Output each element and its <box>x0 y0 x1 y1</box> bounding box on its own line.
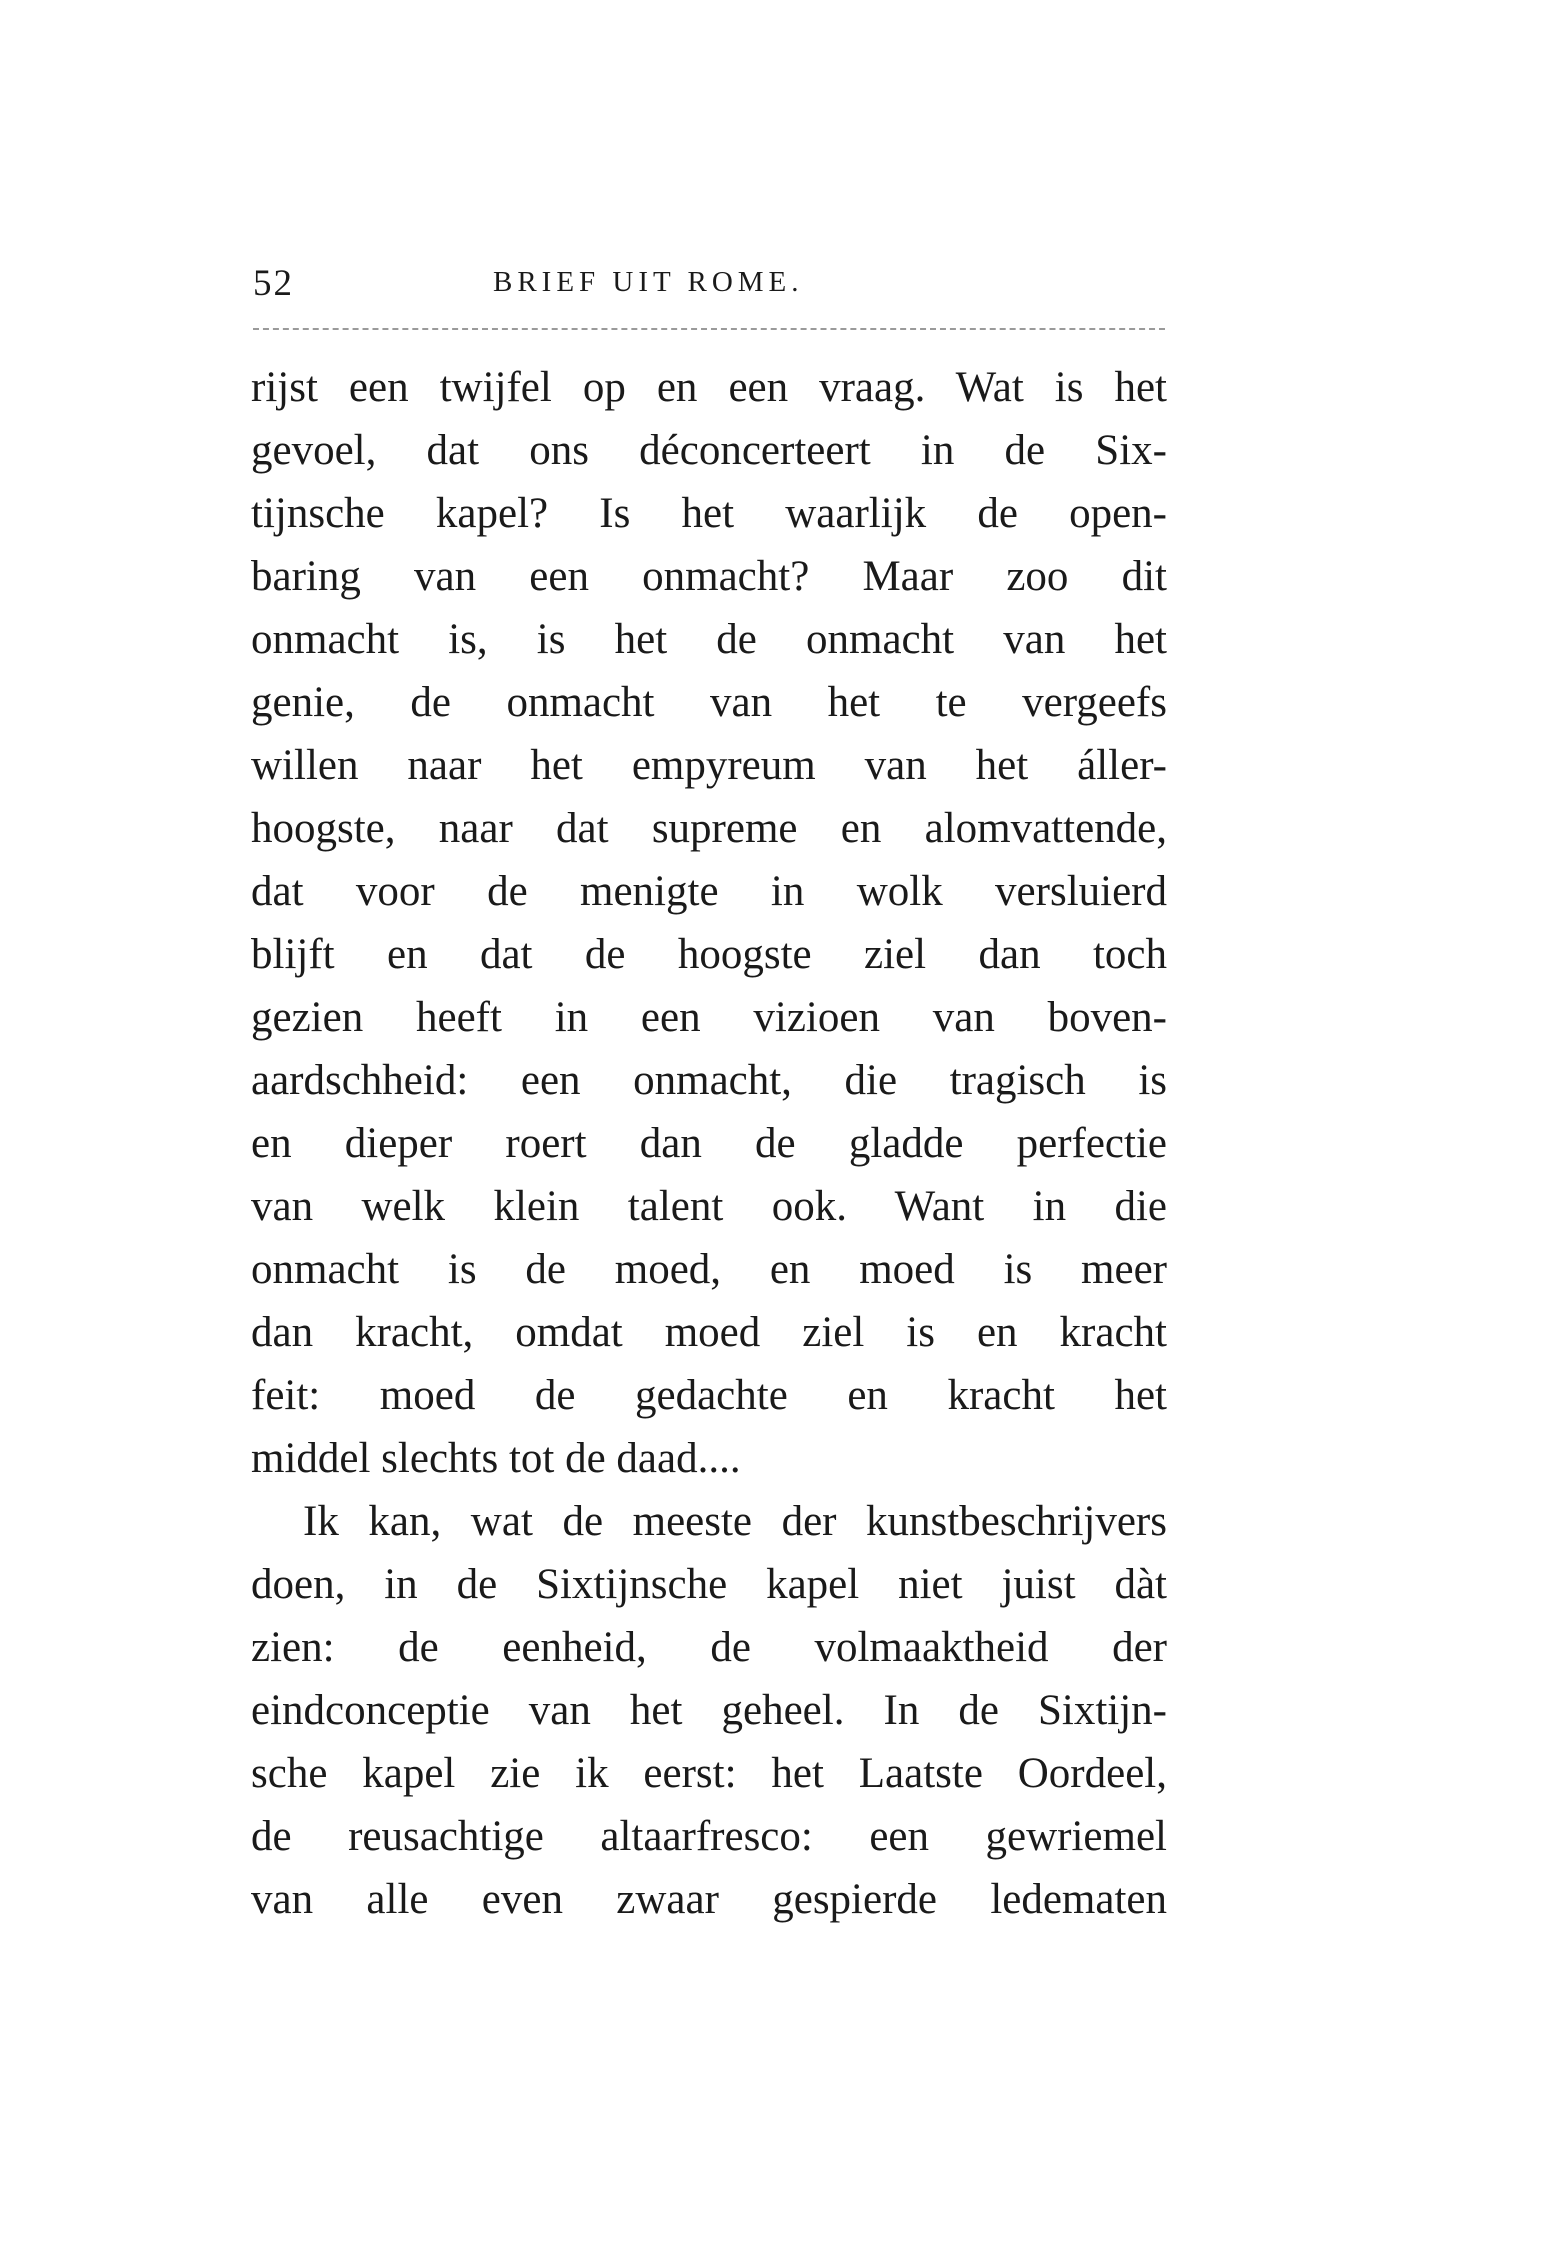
text-line: sche kapel zie ik eerst: het Laatste Oordeel, <box>251 1750 1167 1797</box>
text-line: gevoel, dat ons déconcerteert in de Six- <box>251 427 1167 474</box>
text-line: middel slechts tot de daad.... <box>251 1435 741 1482</box>
text-line: willen naar het empyreum van het áller- <box>251 742 1167 789</box>
text-line: gezien heeft in een vizioen van boven- <box>251 994 1167 1041</box>
text-line: doen, in de Sixtijnsche kapel niet juist dàt <box>251 1561 1167 1608</box>
text-line: en dieper roert dan de gladde perfectie <box>251 1120 1167 1167</box>
text-line: onmacht is de moed, en moed is meer <box>251 1246 1167 1293</box>
text-line: blijft en dat de hoogste ziel dan toch <box>251 931 1167 978</box>
text-line: Ik kan, wat de meeste der kunstbeschrijvers <box>303 1498 1167 1545</box>
page-number: 52 <box>253 263 294 304</box>
text-line: dan kracht, omdat moed ziel is en kracht <box>251 1309 1167 1356</box>
text-line: genie, de onmacht van het te vergeefs <box>251 679 1167 726</box>
text-line: baring van een onmacht? Maar zoo dit <box>251 553 1167 600</box>
text-line: dat voor de menigte in wolk versluierd <box>251 868 1167 915</box>
text-line: hoogste, naar dat supreme en alomvattende, <box>251 805 1167 852</box>
running-title: BRIEF UIT ROME. <box>493 266 804 298</box>
text-line: de reusachtige altaarfresco: een gewriemel <box>251 1813 1167 1860</box>
text-line: zien: de eenheid, de volmaaktheid der <box>251 1624 1167 1671</box>
text-line: onmacht is, is het de onmacht van het <box>251 616 1167 663</box>
text-line: eindconceptie van het geheel. In de Sixtijn- <box>251 1687 1167 1734</box>
text-line: van alle even zwaar gespierde ledematen <box>251 1876 1167 1923</box>
body-text <box>251 356 1167 1931</box>
text-line: van welk klein talent ook. Want in die <box>251 1183 1167 1230</box>
text-line: rijst een twijfel op en een vraag. Wat is het <box>251 364 1167 411</box>
text-line: aardschheid: een onmacht, die tragisch is <box>251 1057 1167 1104</box>
header-rule <box>253 328 1165 330</box>
text-line: feit: moed de gedachte en kracht het <box>251 1372 1167 1419</box>
running-head <box>253 262 1165 312</box>
text-line: tijnsche kapel? Is het waarlijk de open- <box>251 490 1167 537</box>
